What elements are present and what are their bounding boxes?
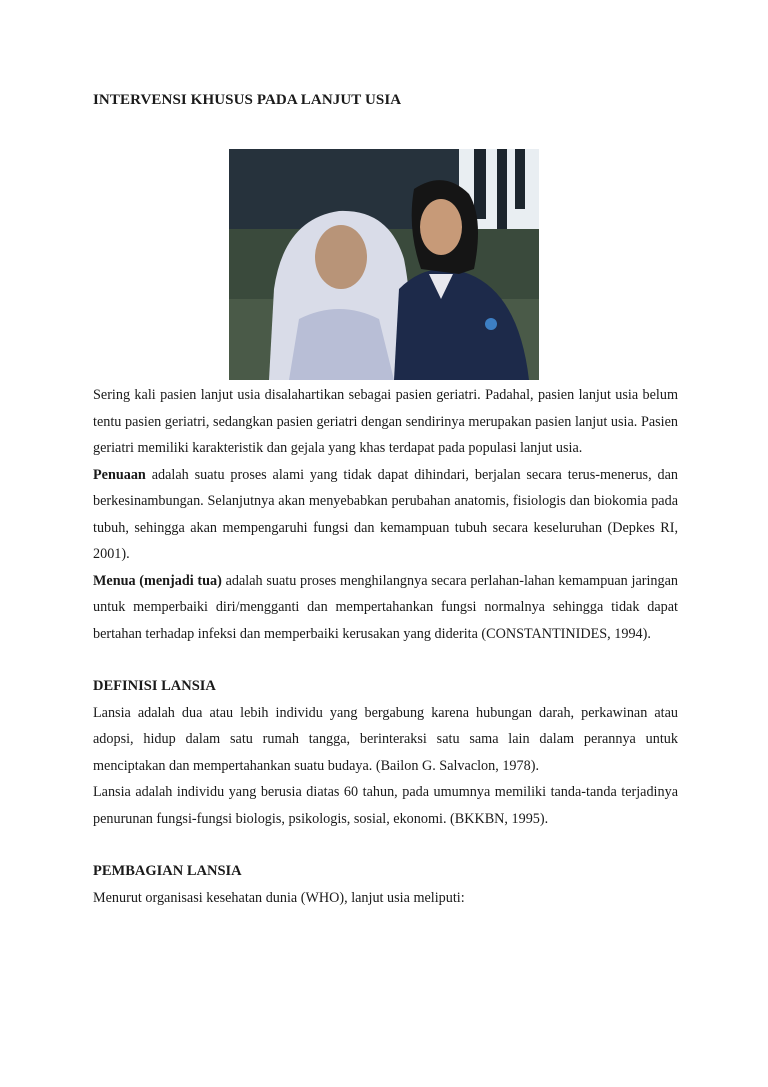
definisi-heading: DEFINISI LANSIA: [93, 678, 216, 694]
photo-illustration: [229, 149, 539, 380]
definisi-paragraph-1: Lansia adalah dua atau lebih individu yang bergabung karena hubungan darah, perkawinan atau adopsi, hidup dalam satu rumah tangga, berinteraksi satu sama lain dalam perannya untuk menciptakan dan mempertahankan suatu budaya. (Bailon G. Salvaclon, 1978).: [93, 704, 678, 774]
penuaan-text: adalah suatu proses alami yang tidak dapat dihindari, berjalan secara terus-menerus, dan berkesinambungan. Selanjutnya akan menyebabkan perubahan anatomis, fisiologis dan biokomia pada tubuh, sehingga akan mempengaruhi fungsi dan kemampuan tubuh secara keseluruhan (Depkes RI, 2001).: [93, 466, 678, 562]
document-title: INTERVENSI KHUSUS PADA LANJUT USIA: [93, 92, 402, 108]
penuaan-term: Penuaan: [93, 466, 146, 483]
penuaan-paragraph: [93, 462, 678, 568]
body-text: [93, 382, 678, 911]
photo: [229, 149, 539, 380]
menua-term: Menua (menjadi tua): [93, 572, 222, 589]
pembagian-heading: PEMBAGIAN LANSIA: [93, 863, 242, 879]
section-gap: [93, 647, 678, 673]
definisi-paragraph-2: Lansia adalah individu yang berusia diatas 60 tahun, pada umumnya memiliki tanda-tanda terjadinya penurunan fungsi-fungsi biologis, psikologis, sosial, ekonomi. (BKKBN, 1995).: [93, 784, 678, 827]
menua-paragraph: [93, 568, 678, 648]
section-gap: [93, 832, 678, 858]
pembagian-paragraph-1: Menurut organisasi kesehatan dunia (WHO), lanjut usia meliputi:: [93, 889, 465, 906]
intro-paragraph: Sering kali pasien lanjut usia disalahartikan sebagai pasien geriatri. Padahal, pasien lanjut usia belum tentu pasien geriatri, sedangkan pasien geriatri dengan sendirinya merupakan pasien lanjut usia. Pasien geriatri memiliki karakteristik dan gejala yang khas terdapat pada populasi lanjut usia.: [93, 387, 678, 456]
menua-text: adalah suatu proses menghilangnya secara perlahan-lahan kemampuan jaringan untuk memperbaiki diri/mengganti dan mempertahankan fungsi normalnya sehingga tidak dapat bertahan terhadap infeksi dan memperbaiki kerusakan yang diderita (CONSTANTINIDES, 1994).: [93, 572, 678, 642]
